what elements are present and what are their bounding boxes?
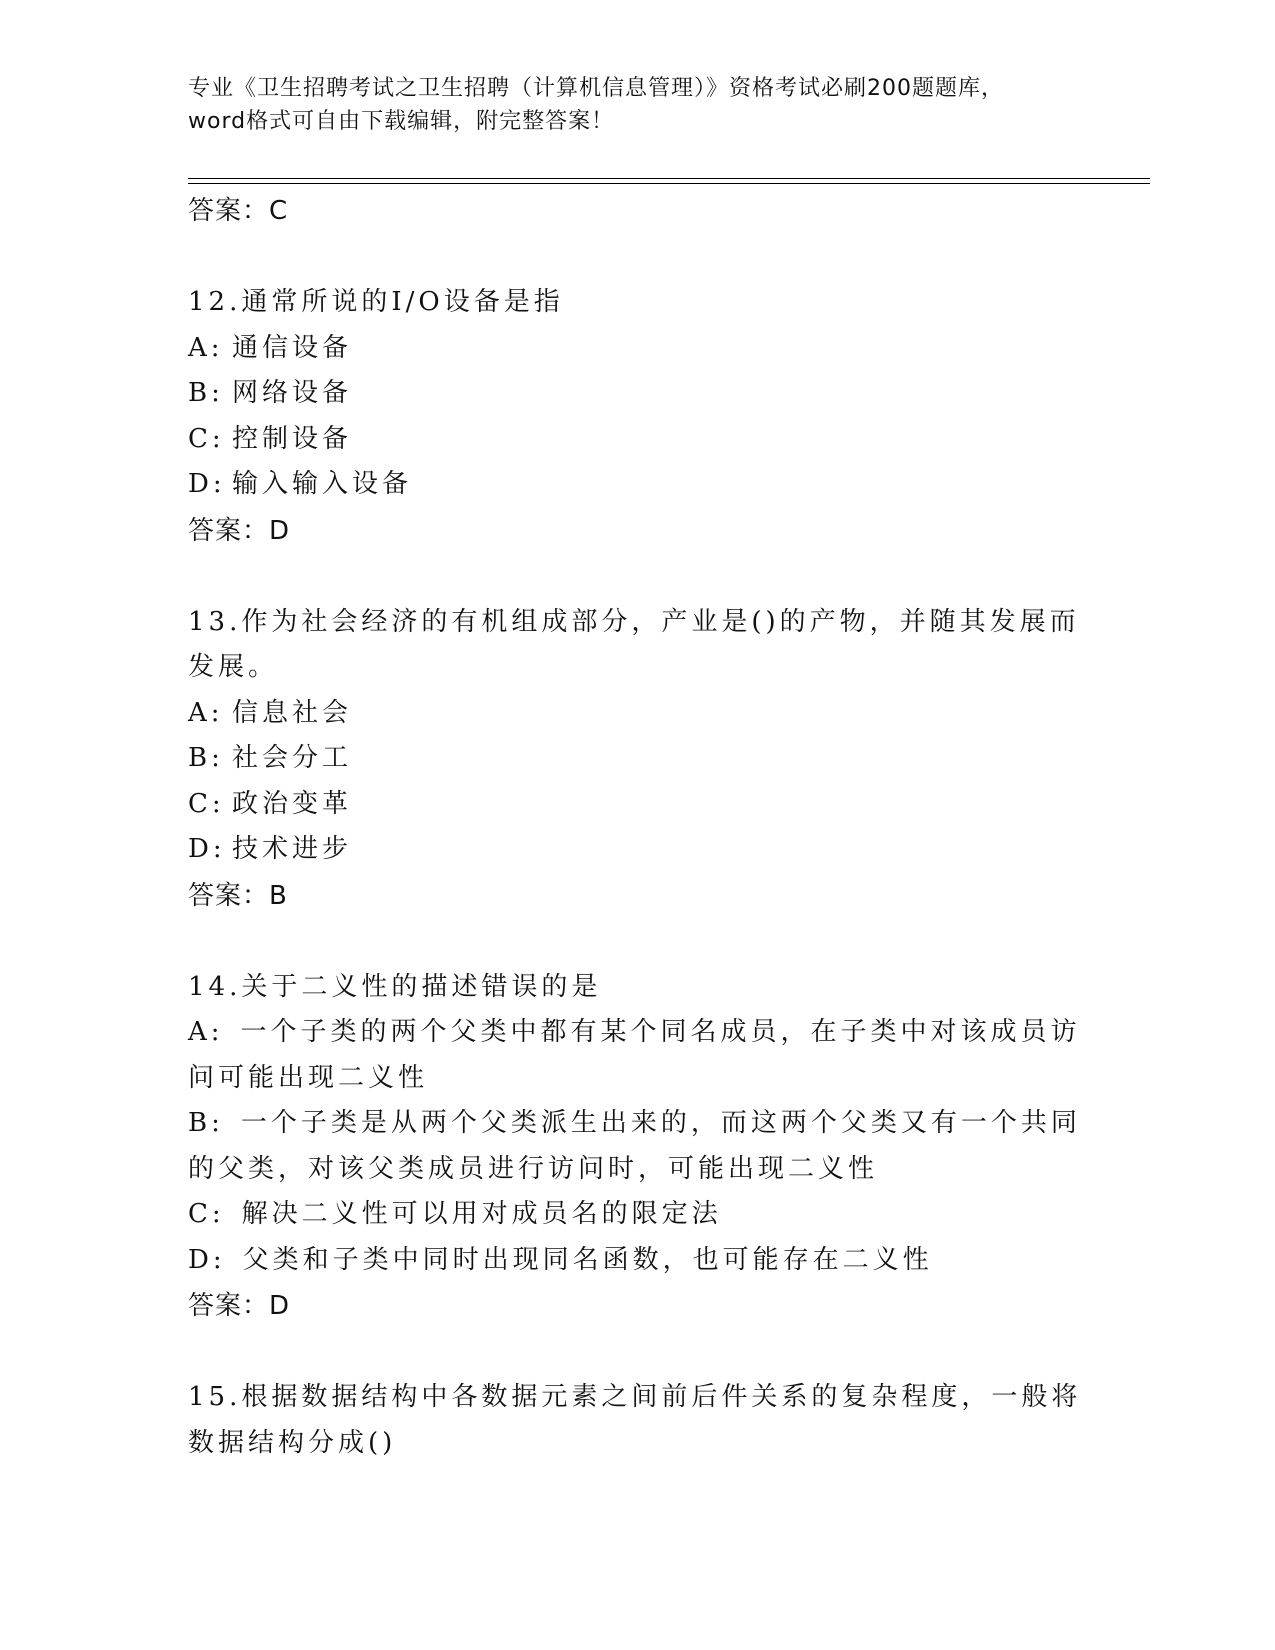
- header-divider-bottom: [188, 183, 1150, 184]
- header-line-1: 专业《卫生招聘考试之卫生招聘（计算机信息管理）》资格考试必刷200题题库，: [188, 76, 1004, 101]
- question-12: [188, 280, 1088, 554]
- option-b: B: 一个子类是从两个父类派生出来的，而这两个父类又有一个共同的父类，对该父类成员进行访问时，可能出现二义性: [188, 1108, 1081, 1184]
- header-line-2: word格式可自由下载编辑，附完整答案！: [188, 109, 615, 134]
- question-13: [188, 600, 1088, 919]
- option-c: C: 解决二义性可以用对成员名的限定法: [188, 1199, 722, 1229]
- option-c: C: 政治变革: [188, 788, 353, 819]
- answer-line: 答案：D: [188, 1291, 291, 1321]
- option-d: D: 父类和子类中同时出现同名函数，也可能存在二义性: [188, 1244, 933, 1275]
- question-text: 12.通常所说的I/O设备是指: [188, 287, 564, 317]
- question-15: [188, 1375, 1088, 1466]
- question-14: [188, 965, 1088, 1330]
- option-b: B: 社会分工: [188, 743, 353, 773]
- option-d: D: 技术进步: [188, 834, 353, 864]
- option-a: A: 信息社会: [188, 697, 353, 728]
- option-c: C: 控制设备: [188, 423, 353, 454]
- option-d: D: 输入输入设备: [188, 469, 413, 499]
- option-a: A: 通信设备: [188, 332, 353, 363]
- option-a: A: 一个子类的两个父类中都有某个同名成员，在子类中对该成员访问可能出现二义性: [188, 1017, 1081, 1093]
- header-divider-top: [188, 178, 1150, 179]
- answer-line: 答案：D: [188, 515, 291, 546]
- question-list: [188, 188, 1088, 1466]
- option-b: B: 网络设备: [188, 378, 353, 408]
- answer-line: 答案：B: [188, 880, 288, 911]
- question-text: 14.关于二义性的描述错误的是: [188, 971, 602, 1002]
- document-header: [188, 72, 1108, 138]
- answer-line: 答案：C: [188, 196, 289, 226]
- question-text: 15.根据数据结构中各数据元素之间前后件关系的复杂程度，一般将数据结构分成(): [188, 1382, 1082, 1458]
- question-text: 13.作为社会经济的有机组成部分，产业是()的产物，并随其发展而发展。: [188, 606, 1080, 682]
